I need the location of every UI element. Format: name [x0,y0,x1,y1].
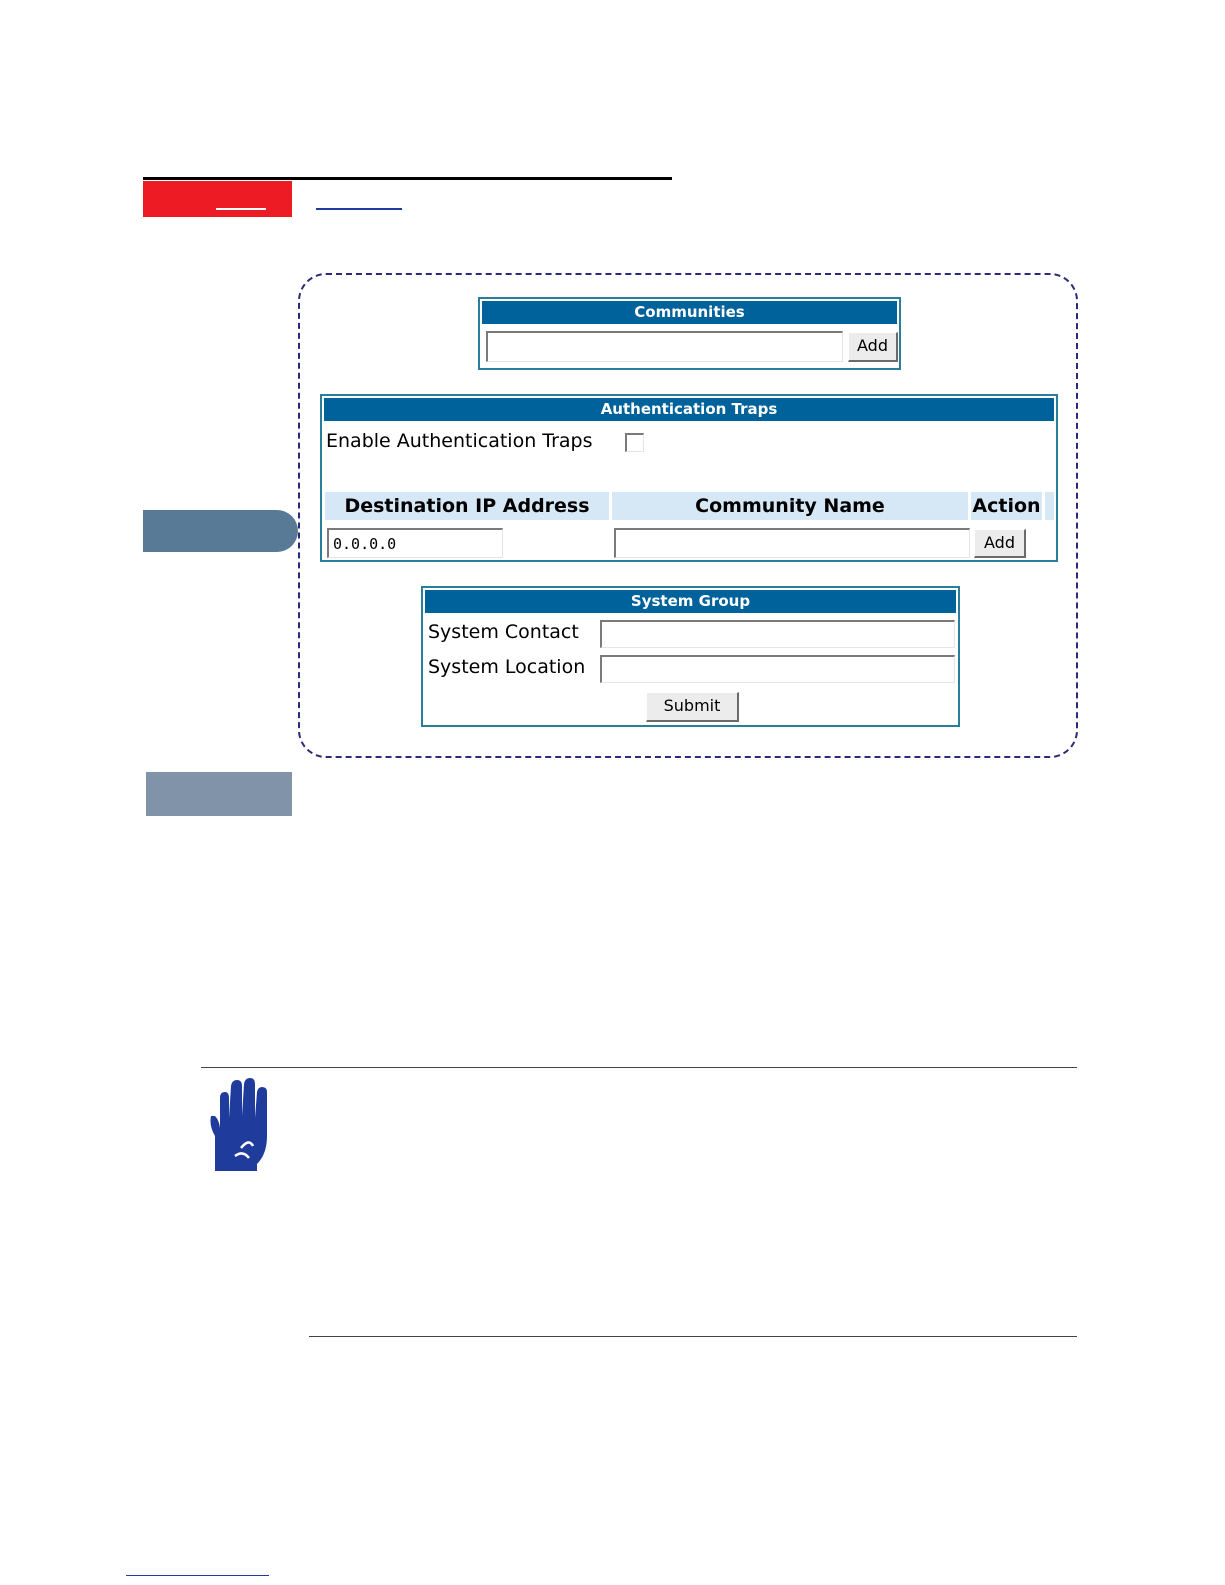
enable-auth-traps-checkbox[interactable] [625,433,644,452]
communities-add-button[interactable]: Add [848,332,898,362]
system-group-panel [421,586,960,727]
dest-ip-header: Destination IP Address [325,492,609,520]
communities-title: Communities [482,301,897,324]
system-location-input[interactable] [600,655,955,683]
dest-ip-input[interactable] [327,528,503,558]
community-input[interactable] [486,331,843,362]
chapter-tab-link[interactable] [216,208,266,210]
community-name-input[interactable] [614,528,970,558]
auth-traps-panel [320,394,1058,562]
system-location-label: System Location [428,656,586,678]
auth-traps-title: Authentication Traps [324,398,1054,421]
system-contact-label: System Contact [428,621,579,643]
chapter-tab [143,181,292,217]
footer-link[interactable] [126,1575,269,1576]
stop-hand-icon [205,1076,281,1176]
header-rule [143,177,672,180]
note-bottom-rule [309,1336,1077,1337]
header-filler [1045,492,1054,520]
auth-traps-add-button[interactable]: Add [974,529,1026,558]
side-tab-figure [143,510,298,552]
section-link[interactable] [316,208,402,210]
enable-auth-traps-label: Enable Authentication Traps [326,430,593,452]
action-header: Action [971,492,1042,520]
note-top-rule [201,1067,1077,1068]
community-name-header: Community Name [612,492,968,520]
system-group-title: System Group [425,590,956,613]
communities-panel [478,297,901,370]
side-tab-note [146,772,292,816]
system-contact-input[interactable] [600,620,955,648]
submit-button[interactable]: Submit [646,692,739,722]
